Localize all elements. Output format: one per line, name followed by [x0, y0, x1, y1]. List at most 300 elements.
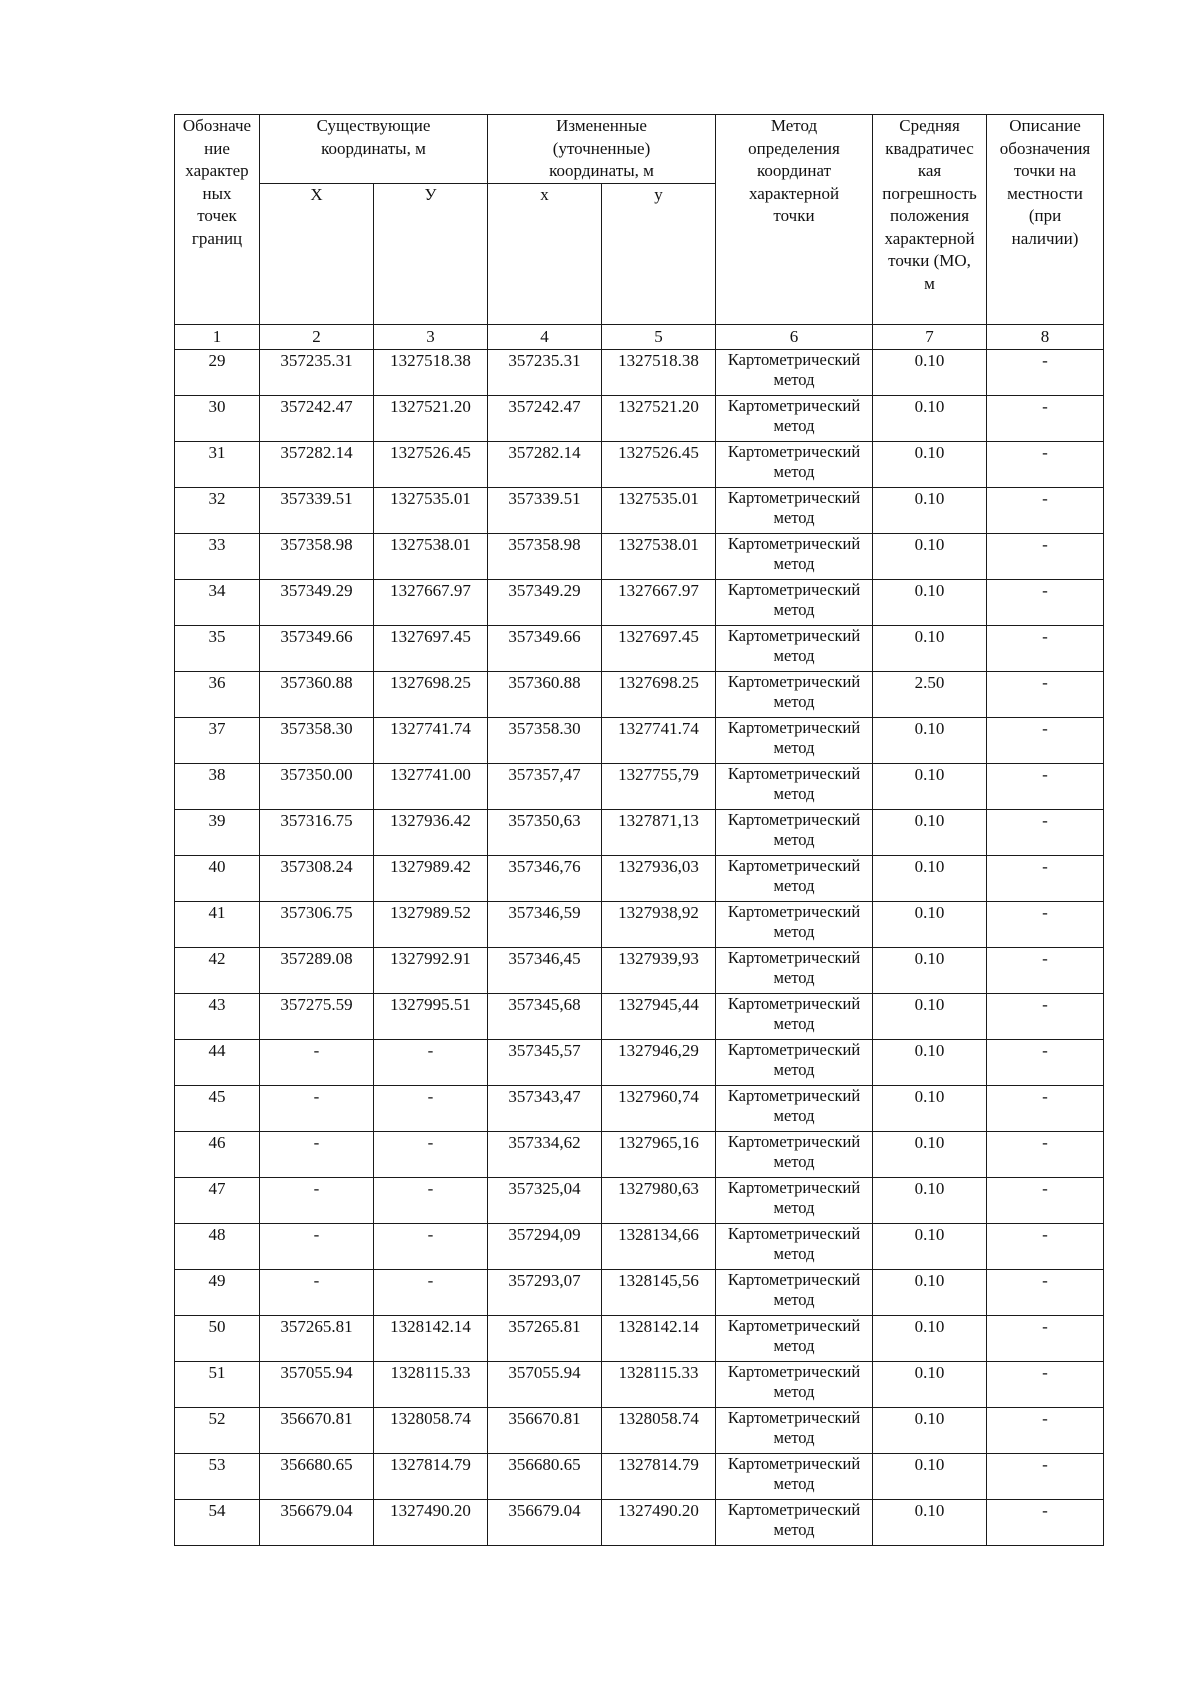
rms-error-cell: 0.10 [873, 1039, 987, 1085]
rms-error-cell: 0.10 [873, 1131, 987, 1177]
y-new-cell: 1327518.38 [602, 349, 716, 395]
method-line: Картометрический [727, 855, 861, 875]
y-new-cell: 1328134,66 [602, 1223, 716, 1269]
description-cell: - [987, 533, 1104, 579]
point-number-cell: 44 [175, 1039, 260, 1085]
x-new-cell: 357346,76 [488, 855, 602, 901]
method-cell [716, 671, 873, 717]
description-cell: - [987, 395, 1104, 441]
y-new-cell: 1327980,63 [602, 1177, 716, 1223]
header-description: Описание обозначения точки на местности (при наличии) [987, 115, 1104, 325]
header-x-existing: X [260, 183, 374, 324]
column-number-row [175, 324, 1104, 349]
table-row [175, 855, 1104, 901]
y-existing-cell: 1327490.20 [374, 1499, 488, 1545]
x-existing-cell: 357358.30 [260, 717, 374, 763]
table-row [175, 1085, 1104, 1131]
x-existing-cell: - [260, 1223, 374, 1269]
method-line: метод [773, 829, 815, 849]
x-new-cell: 357346,45 [488, 947, 602, 993]
method-cell [716, 1085, 873, 1131]
y-existing-cell: - [374, 1131, 488, 1177]
col-number: 4 [488, 324, 602, 349]
x-new-cell: 357357,47 [488, 763, 602, 809]
y-existing-cell: 1327992.91 [374, 947, 488, 993]
method-line: метод [773, 1013, 815, 1033]
method-line: Картометрический [727, 947, 861, 967]
y-new-cell: 1327965,16 [602, 1131, 716, 1177]
point-number-cell: 38 [175, 763, 260, 809]
table-row [175, 763, 1104, 809]
table-row [175, 1315, 1104, 1361]
y-existing-cell: 1327697.45 [374, 625, 488, 671]
method-line: Картометрический [727, 1223, 861, 1243]
rms-error-cell: 0.10 [873, 1223, 987, 1269]
y-existing-cell: 1327989.52 [374, 901, 488, 947]
point-number-cell: 30 [175, 395, 260, 441]
point-number-cell: 51 [175, 1361, 260, 1407]
description-cell: - [987, 1131, 1104, 1177]
x-new-cell: 357349.29 [488, 579, 602, 625]
method-cell [716, 395, 873, 441]
point-number-cell: 37 [175, 717, 260, 763]
point-number-cell: 29 [175, 349, 260, 395]
point-number-cell: 33 [175, 533, 260, 579]
point-number-cell: 47 [175, 1177, 260, 1223]
method-cell [716, 763, 873, 809]
y-existing-cell: - [374, 1039, 488, 1085]
y-existing-cell: - [374, 1177, 488, 1223]
x-new-cell: 357345,68 [488, 993, 602, 1039]
y-new-cell: 1327538.01 [602, 533, 716, 579]
method-line: метод [773, 507, 815, 527]
table-row [175, 487, 1104, 533]
method-line: Картометрический [727, 809, 861, 829]
method-cell [716, 441, 873, 487]
description-cell: - [987, 1361, 1104, 1407]
y-new-cell: 1327521.20 [602, 395, 716, 441]
table-row [175, 1407, 1104, 1453]
method-cell [716, 579, 873, 625]
method-line: метод [773, 691, 815, 711]
y-new-cell: 1327946,29 [602, 1039, 716, 1085]
method-cell [716, 1361, 873, 1407]
y-existing-cell: 1327741.00 [374, 763, 488, 809]
table-row [175, 1361, 1104, 1407]
point-number-cell: 48 [175, 1223, 260, 1269]
point-number-cell: 40 [175, 855, 260, 901]
y-new-cell: 1327667.97 [602, 579, 716, 625]
col-number: 1 [175, 324, 260, 349]
point-number-cell: 41 [175, 901, 260, 947]
x-new-cell: 357265.81 [488, 1315, 602, 1361]
method-cell [716, 1269, 873, 1315]
x-existing-cell: 357308.24 [260, 855, 374, 901]
table-row [175, 809, 1104, 855]
x-existing-cell: 357275.59 [260, 993, 374, 1039]
point-number-cell: 39 [175, 809, 260, 855]
y-existing-cell: 1327989.42 [374, 855, 488, 901]
table-row [175, 441, 1104, 487]
table-row [175, 993, 1104, 1039]
x-existing-cell: 356679.04 [260, 1499, 374, 1545]
y-new-cell: 1327960,74 [602, 1085, 716, 1131]
x-new-cell: 357235.31 [488, 349, 602, 395]
description-cell: - [987, 1085, 1104, 1131]
method-cell [716, 625, 873, 671]
y-existing-cell: 1327741.74 [374, 717, 488, 763]
point-number-cell: 49 [175, 1269, 260, 1315]
method-line: Картометрический [727, 533, 861, 553]
point-number-cell: 53 [175, 1453, 260, 1499]
table-row [175, 349, 1104, 395]
method-line: Картометрический [727, 993, 861, 1013]
x-existing-cell: - [260, 1039, 374, 1085]
method-line: метод [773, 461, 815, 481]
col-number: 3 [374, 324, 488, 349]
x-existing-cell: 357235.31 [260, 349, 374, 395]
y-new-cell: 1327698.25 [602, 671, 716, 717]
point-number-cell: 34 [175, 579, 260, 625]
x-new-cell: 356670.81 [488, 1407, 602, 1453]
x-existing-cell: - [260, 1131, 374, 1177]
x-new-cell: 357358.30 [488, 717, 602, 763]
method-cell [716, 349, 873, 395]
table-row [175, 1177, 1104, 1223]
method-line: Картометрический [727, 1177, 861, 1197]
description-cell: - [987, 1177, 1104, 1223]
header-point-designation: Обозначе ние характер ных точек границ [175, 115, 260, 325]
method-line: метод [773, 921, 815, 941]
y-new-cell: 1327871,13 [602, 809, 716, 855]
y-existing-cell: 1327526.45 [374, 441, 488, 487]
header-y-new: у [602, 183, 716, 324]
method-line: метод [773, 1473, 815, 1493]
description-cell: - [987, 487, 1104, 533]
method-line: Картометрический [727, 717, 861, 737]
y-new-cell: 1327945,44 [602, 993, 716, 1039]
rms-error-cell: 0.10 [873, 1453, 987, 1499]
x-existing-cell: 357349.66 [260, 625, 374, 671]
method-cell [716, 1499, 873, 1545]
method-line: метод [773, 1197, 815, 1217]
y-existing-cell: - [374, 1223, 488, 1269]
col-number: 2 [260, 324, 374, 349]
table-row [175, 947, 1104, 993]
table-row [175, 671, 1104, 717]
x-existing-cell: 356680.65 [260, 1453, 374, 1499]
method-line: метод [773, 1427, 815, 1447]
x-existing-cell: - [260, 1085, 374, 1131]
table-body [175, 349, 1104, 1545]
x-new-cell: 357346,59 [488, 901, 602, 947]
description-cell: - [987, 1269, 1104, 1315]
x-new-cell: 356680.65 [488, 1453, 602, 1499]
point-number-cell: 32 [175, 487, 260, 533]
x-new-cell: 357282.14 [488, 441, 602, 487]
rms-error-cell: 0.10 [873, 1085, 987, 1131]
y-new-cell: 1327697.45 [602, 625, 716, 671]
description-cell: - [987, 855, 1104, 901]
method-line: Картометрический [727, 1085, 861, 1105]
x-existing-cell: 357350.00 [260, 763, 374, 809]
x-new-cell: 357294,09 [488, 1223, 602, 1269]
rms-error-cell: 0.10 [873, 349, 987, 395]
table-row [175, 717, 1104, 763]
rms-error-cell: 0.10 [873, 533, 987, 579]
method-line: метод [773, 737, 815, 757]
x-new-cell: 356679.04 [488, 1499, 602, 1545]
header-existing-coords: Существующие координаты, м [260, 115, 488, 184]
method-line: метод [773, 875, 815, 895]
description-cell: - [987, 1499, 1104, 1545]
header-x-new: х [488, 183, 602, 324]
x-existing-cell: - [260, 1177, 374, 1223]
method-line: Картометрический [727, 901, 861, 921]
description-cell: - [987, 717, 1104, 763]
point-number-cell: 45 [175, 1085, 260, 1131]
rms-error-cell: 0.10 [873, 625, 987, 671]
rms-error-cell: 0.10 [873, 763, 987, 809]
description-cell: - [987, 809, 1104, 855]
method-cell [716, 1131, 873, 1177]
table-row [175, 1223, 1104, 1269]
method-line: метод [773, 967, 815, 987]
rms-error-cell: 0.10 [873, 809, 987, 855]
y-new-cell: 1327939,93 [602, 947, 716, 993]
y-new-cell: 1327535.01 [602, 487, 716, 533]
description-cell: - [987, 1039, 1104, 1085]
description-cell: - [987, 441, 1104, 487]
description-cell: - [987, 671, 1104, 717]
table-row [175, 1131, 1104, 1177]
method-line: Картометрический [727, 395, 861, 415]
point-number-cell: 31 [175, 441, 260, 487]
description-cell: - [987, 1407, 1104, 1453]
header-changed-coords: Измененные (уточненные) координаты, м [488, 115, 716, 184]
rms-error-cell: 0.10 [873, 901, 987, 947]
x-existing-cell: 357358.98 [260, 533, 374, 579]
point-number-cell: 54 [175, 1499, 260, 1545]
rms-error-cell: 2.50 [873, 671, 987, 717]
point-number-cell: 52 [175, 1407, 260, 1453]
x-existing-cell: 357360.88 [260, 671, 374, 717]
method-line: Картометрический [727, 349, 861, 369]
method-cell [716, 533, 873, 579]
y-existing-cell: 1327814.79 [374, 1453, 488, 1499]
table-row [175, 1453, 1104, 1499]
rms-error-cell: 0.10 [873, 487, 987, 533]
y-existing-cell: 1327518.38 [374, 349, 488, 395]
y-existing-cell: 1327521.20 [374, 395, 488, 441]
method-line: Картометрический [727, 1499, 861, 1519]
y-existing-cell: 1327698.25 [374, 671, 488, 717]
x-new-cell: 357360.88 [488, 671, 602, 717]
rms-error-cell: 0.10 [873, 1177, 987, 1223]
rms-error-cell: 0.10 [873, 395, 987, 441]
y-new-cell: 1328058.74 [602, 1407, 716, 1453]
method-cell [716, 1039, 873, 1085]
x-existing-cell: 357289.08 [260, 947, 374, 993]
y-existing-cell: 1327995.51 [374, 993, 488, 1039]
method-line: Картометрический [727, 1453, 861, 1473]
method-line: метод [773, 645, 815, 665]
rms-error-cell: 0.10 [873, 947, 987, 993]
x-new-cell: 357343,47 [488, 1085, 602, 1131]
method-line: Картометрический [727, 1131, 861, 1151]
coordinates-table [174, 114, 1104, 1546]
table-row [175, 1269, 1104, 1315]
rms-error-cell: 0.10 [873, 1315, 987, 1361]
x-existing-cell: 357242.47 [260, 395, 374, 441]
x-existing-cell: 357282.14 [260, 441, 374, 487]
y-existing-cell: 1328142.14 [374, 1315, 488, 1361]
y-existing-cell: 1328115.33 [374, 1361, 488, 1407]
x-existing-cell: 356670.81 [260, 1407, 374, 1453]
method-line: метод [773, 1335, 815, 1355]
col-number: 5 [602, 324, 716, 349]
method-line: метод [773, 599, 815, 619]
x-existing-cell: 357265.81 [260, 1315, 374, 1361]
method-line: метод [773, 369, 815, 389]
description-cell: - [987, 349, 1104, 395]
x-existing-cell: 357306.75 [260, 901, 374, 947]
method-line: Картометрический [727, 579, 861, 599]
rms-error-cell: 0.10 [873, 1499, 987, 1545]
x-new-cell: 357350,63 [488, 809, 602, 855]
point-number-cell: 42 [175, 947, 260, 993]
table-row [175, 901, 1104, 947]
y-new-cell: 1327755,79 [602, 763, 716, 809]
method-line: метод [773, 1289, 815, 1309]
point-number-cell: 46 [175, 1131, 260, 1177]
rms-error-cell: 0.10 [873, 1407, 987, 1453]
y-existing-cell: - [374, 1085, 488, 1131]
method-line: Картометрический [727, 441, 861, 461]
method-line: метод [773, 553, 815, 573]
method-cell [716, 1315, 873, 1361]
rms-error-cell: 0.10 [873, 1361, 987, 1407]
y-new-cell: 1327938,92 [602, 901, 716, 947]
y-existing-cell: - [374, 1269, 488, 1315]
rms-error-cell: 0.10 [873, 1269, 987, 1315]
x-existing-cell: - [260, 1269, 374, 1315]
header-y-existing: У [374, 183, 488, 324]
y-new-cell: 1328115.33 [602, 1361, 716, 1407]
method-line: Картометрический [727, 1315, 861, 1335]
table-row [175, 533, 1104, 579]
y-new-cell: 1327936,03 [602, 855, 716, 901]
x-existing-cell: 357349.29 [260, 579, 374, 625]
y-new-cell: 1327741.74 [602, 717, 716, 763]
rms-error-cell: 0.10 [873, 993, 987, 1039]
method-cell [716, 1407, 873, 1453]
description-cell: - [987, 1223, 1104, 1269]
description-cell: - [987, 901, 1104, 947]
point-number-cell: 50 [175, 1315, 260, 1361]
x-new-cell: 357325,04 [488, 1177, 602, 1223]
y-existing-cell: 1327538.01 [374, 533, 488, 579]
x-new-cell: 357242.47 [488, 395, 602, 441]
x-existing-cell: 357339.51 [260, 487, 374, 533]
method-cell [716, 717, 873, 763]
description-cell: - [987, 993, 1104, 1039]
method-cell [716, 1223, 873, 1269]
table-row [175, 1039, 1104, 1085]
rms-error-cell: 0.10 [873, 855, 987, 901]
method-line: метод [773, 1381, 815, 1401]
y-existing-cell: 1327535.01 [374, 487, 488, 533]
method-line: Картометрический [727, 763, 861, 783]
x-new-cell: 357055.94 [488, 1361, 602, 1407]
method-line: метод [773, 783, 815, 803]
method-cell [716, 855, 873, 901]
point-number-cell: 35 [175, 625, 260, 671]
description-cell: - [987, 579, 1104, 625]
description-cell: - [987, 763, 1104, 809]
y-existing-cell: 1327936.42 [374, 809, 488, 855]
method-line: Картометрический [727, 1407, 861, 1427]
method-line: метод [773, 1243, 815, 1263]
method-line: Картометрический [727, 1039, 861, 1059]
description-cell: - [987, 1453, 1104, 1499]
method-line: Картометрический [727, 1361, 861, 1381]
method-line: метод [773, 1059, 815, 1079]
x-new-cell: 357358.98 [488, 533, 602, 579]
x-new-cell: 357339.51 [488, 487, 602, 533]
method-line: метод [773, 1105, 815, 1125]
table-row [175, 395, 1104, 441]
col-number: 7 [873, 324, 987, 349]
method-cell [716, 809, 873, 855]
table-row [175, 625, 1104, 671]
point-number-cell: 43 [175, 993, 260, 1039]
table-row [175, 579, 1104, 625]
col-number: 8 [987, 324, 1104, 349]
method-line: Картометрический [727, 1269, 861, 1289]
method-line: метод [773, 1519, 815, 1539]
method-cell [716, 947, 873, 993]
y-new-cell: 1327526.45 [602, 441, 716, 487]
method-cell [716, 901, 873, 947]
method-cell [716, 487, 873, 533]
rms-error-cell: 0.10 [873, 717, 987, 763]
y-existing-cell: 1327667.97 [374, 579, 488, 625]
point-number-cell: 36 [175, 671, 260, 717]
method-line: Картометрический [727, 671, 861, 691]
x-new-cell: 357345,57 [488, 1039, 602, 1085]
rms-error-cell: 0.10 [873, 441, 987, 487]
method-line: Картометрический [727, 487, 861, 507]
rms-error-cell: 0.10 [873, 579, 987, 625]
x-existing-cell: 357055.94 [260, 1361, 374, 1407]
y-new-cell: 1327814.79 [602, 1453, 716, 1499]
header-row-top [175, 115, 1104, 184]
method-cell [716, 1177, 873, 1223]
method-cell [716, 1453, 873, 1499]
method-line: метод [773, 1151, 815, 1171]
x-new-cell: 357349.66 [488, 625, 602, 671]
y-new-cell: 1328145,56 [602, 1269, 716, 1315]
x-existing-cell: 357316.75 [260, 809, 374, 855]
method-line: Картометрический [727, 625, 861, 645]
header-method: Метод определения координат характерной точки [716, 115, 873, 325]
description-cell: - [987, 1315, 1104, 1361]
header-rms-error: Средняя квадратичес кая погрешность положения характерной точки (МО, м [873, 115, 987, 325]
x-new-cell: 357293,07 [488, 1269, 602, 1315]
method-line: метод [773, 415, 815, 435]
col-number: 6 [716, 324, 873, 349]
